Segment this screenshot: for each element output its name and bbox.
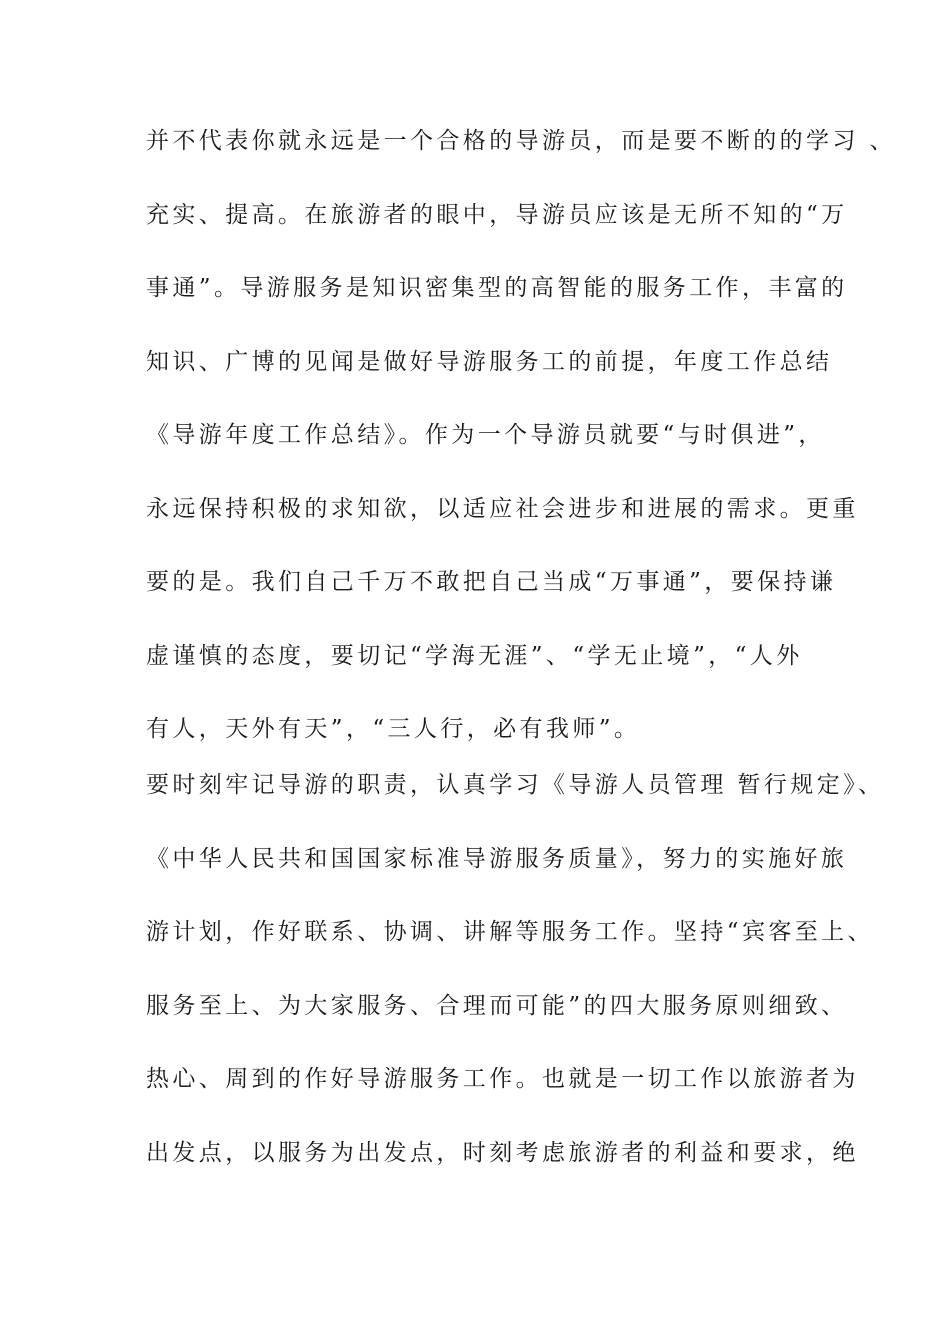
text-line: 有人，天外有天”，“三人行，必有我师”。 — [146, 716, 641, 742]
text-line: 充实、提高。在旅游者的眼中，导游员应该是无所不知的“万 — [146, 201, 848, 228]
text-line: 《中华人民共和国国家标准导游服务质量》，努力的实施好旅 — [146, 845, 848, 872]
document-body — [146, 126, 896, 1211]
text-line: 虚谨慎的态度，要切记“学海无涯”、“学无止境”，“人外 — [146, 642, 803, 669]
text-line: 《导游年度工作总结》。作为一个导游员就要“与时俱进”， — [146, 422, 825, 448]
text-line: 知识、广博的见闻是做好导游服务工的前提，年度工作总结 — [146, 348, 833, 375]
text-line: 出发点，以服务为出发点，时刻考虑旅游者的利益和要求，绝 — [146, 1139, 859, 1166]
text-line: 热心、周到的作好导游服务工作。也就是一切工作以旅游者为 — [146, 1066, 859, 1092]
text-line: 永远保持积极的求知欲，以适应社会进步和进展的需求。更重 — [146, 495, 859, 522]
text-line: 要的是。我们自己千万不敢把自己当成“万事通”，要保持谦 — [146, 569, 837, 595]
text-line: 事通”。导游服务是知识密集型的高智能的服务工作，丰富的 — [146, 275, 848, 301]
text-line: 游计划，作好联系、协调、讲解等服务工作。坚持“宾客至上、 — [146, 919, 874, 945]
text-line: 并不代表你就永远是一个合格的导游员，而是要不断的的学习 、 — [146, 128, 896, 154]
text-line: 服务至上、为大家服务、合理而可能”的四大服务原则细致、 — [146, 992, 848, 1019]
text-line: 要时刻牢记导游的职责，认真学习《导游人员管理 暂行规定》、 — [146, 772, 885, 798]
